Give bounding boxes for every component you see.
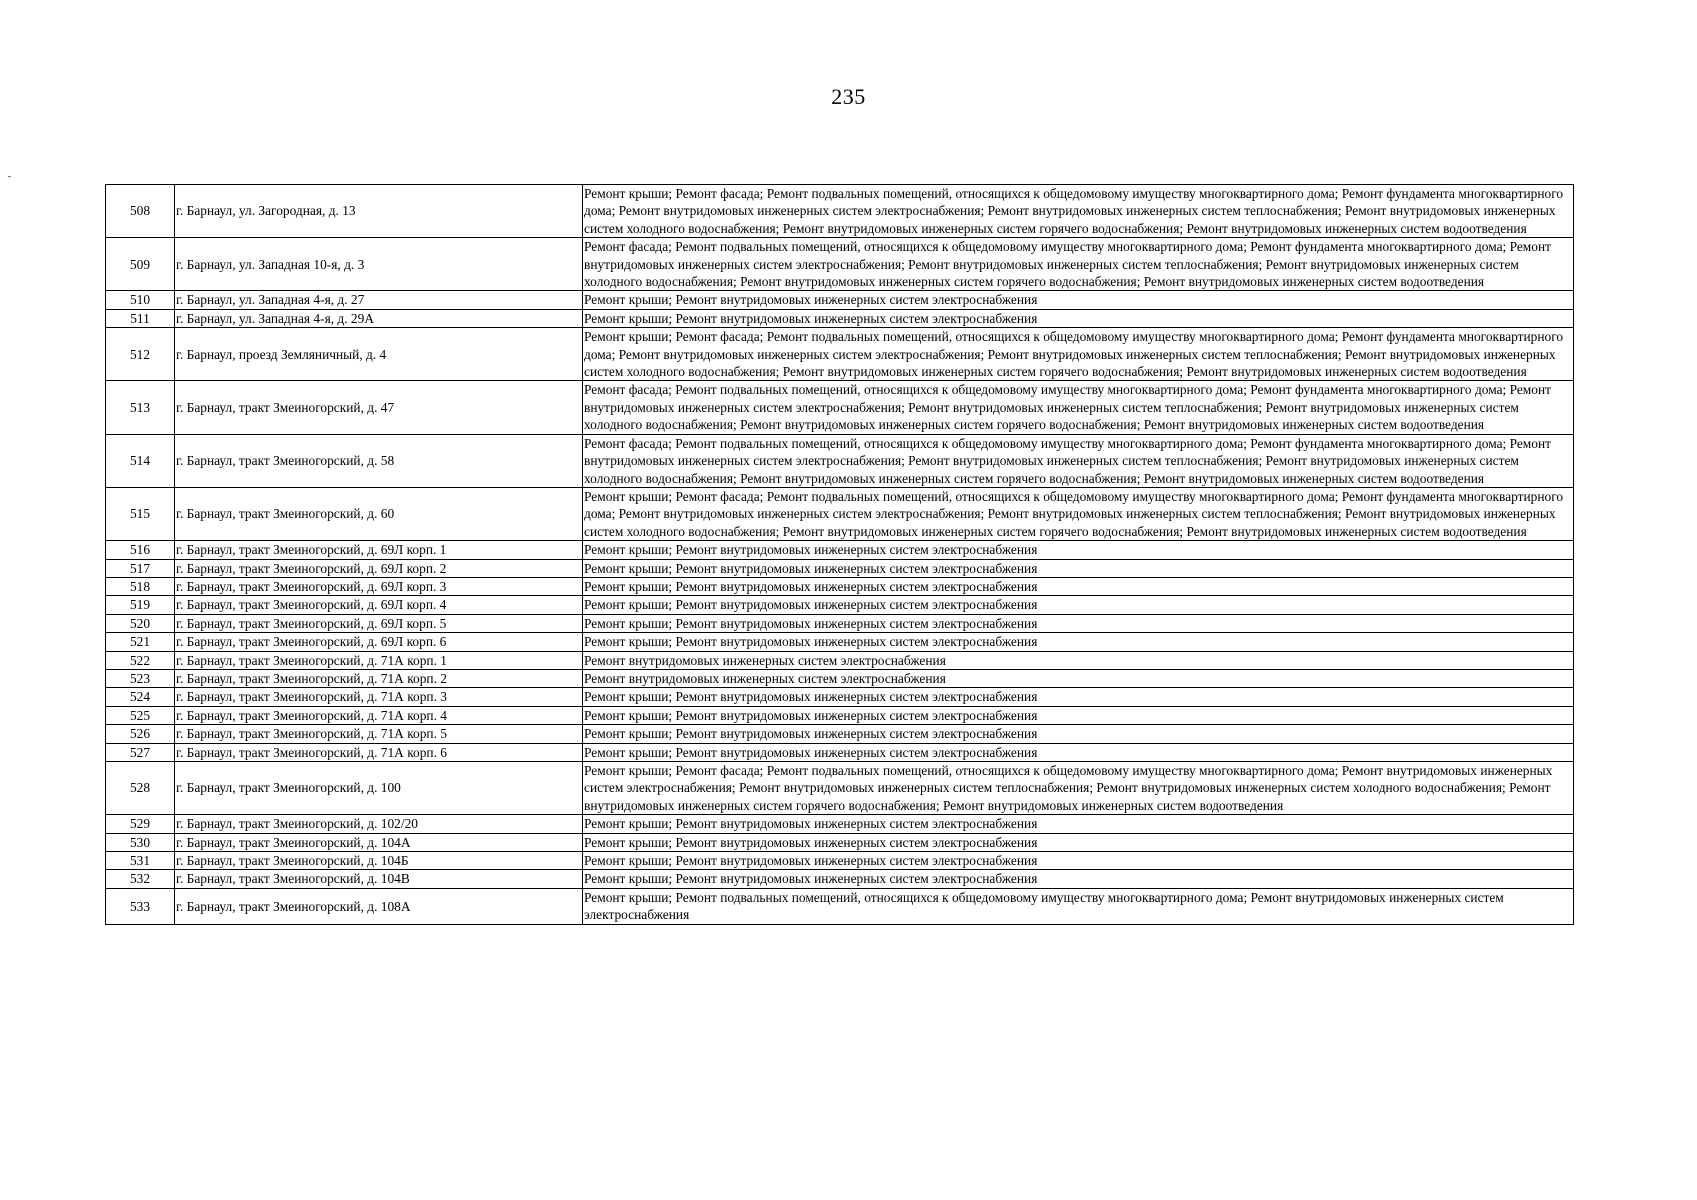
address-cell: г. Барнаул, ул. Загородная, д. 13	[175, 185, 583, 238]
works-cell: Ремонт крыши; Ремонт внутридомовых инженерных систем электроснабжения	[583, 706, 1574, 724]
table-row	[106, 541, 1574, 559]
works-cell: Ремонт крыши; Ремонт внутридомовых инженерных систем электроснабжения	[583, 596, 1574, 614]
works-cell: Ремонт крыши; Ремонт фасада; Ремонт подвальных помещений, относящихся к общедомовому имуществу многоквартирного дома; Ремонт фундамента многоквартирного дома; Ремонт внутридомовых инженерных систем электроснабжения; Ремонт внутридомовых инженерных систем теплоснабжения; Ремонт внутридомовых инженерных систем холодного водоснабжения; Ремонт внутридомовых инженерных систем горячего водоснабжения; Ремонт внутридомовых инженерных систем водоотведения	[583, 185, 1574, 238]
row-number-cell: 512	[106, 328, 175, 381]
works-cell: Ремонт крыши; Ремонт внутридомовых инженерных систем электроснабжения	[583, 852, 1574, 870]
row-number-cell: 521	[106, 633, 175, 651]
table-row	[106, 614, 1574, 632]
works-cell: Ремонт крыши; Ремонт внутридомовых инженерных систем электроснабжения	[583, 577, 1574, 595]
works-cell: Ремонт крыши; Ремонт внутридомовых инженерных систем электроснабжения	[583, 833, 1574, 851]
address-cell: г. Барнаул, тракт Змеиногорский, д. 58	[175, 434, 583, 487]
address-cell: г. Барнаул, тракт Змеиногорский, д. 71А корп. 3	[175, 688, 583, 706]
works-cell: Ремонт крыши; Ремонт подвальных помещений, относящихся к общедомовому имуществу многоквартирного дома; Ремонт внутридомовых инженерных систем электроснабжения	[583, 888, 1574, 924]
scan-mark	[8, 176, 11, 177]
row-number-cell: 531	[106, 852, 175, 870]
table-row	[106, 577, 1574, 595]
table-row	[106, 185, 1574, 238]
table-row	[106, 669, 1574, 687]
row-number-cell: 524	[106, 688, 175, 706]
works-cell: Ремонт внутридомовых инженерных систем электроснабжения	[583, 669, 1574, 687]
address-cell: г. Барнаул, тракт Змеиногорский, д. 104А	[175, 833, 583, 851]
address-cell: г. Барнаул, тракт Змеиногорский, д. 60	[175, 487, 583, 540]
row-number-cell: 516	[106, 541, 175, 559]
table-row	[106, 852, 1574, 870]
works-cell: Ремонт фасада; Ремонт подвальных помещений, относящихся к общедомовому имуществу многоквартирного дома; Ремонт фундамента многоквартирного дома; Ремонт внутридомовых инженерных систем электроснабжения; Ремонт внутридомовых инженерных систем теплоснабжения; Ремонт внутридомовых инженерных систем холодного водоснабжения; Ремонт внутридомовых инженерных систем горячего водоснабжения; Ремонт внутридомовых инженерных систем водоотведения	[583, 381, 1574, 434]
row-number-cell: 523	[106, 669, 175, 687]
works-cell: Ремонт крыши; Ремонт внутридомовых инженерных систем электроснабжения	[583, 870, 1574, 888]
works-cell: Ремонт крыши; Ремонт внутридомовых инженерных систем электроснабжения	[583, 614, 1574, 632]
works-cell: Ремонт крыши; Ремонт фасада; Ремонт подвальных помещений, относящихся к общедомовому имуществу многоквартирного дома; Ремонт фундамента многоквартирного дома; Ремонт внутридомовых инженерных систем электроснабжения; Ремонт внутридомовых инженерных систем теплоснабжения; Ремонт внутридомовых инженерных систем холодного водоснабжения; Ремонт внутридомовых инженерных систем горячего водоснабжения; Ремонт внутридомовых инженерных систем водоотведения	[583, 487, 1574, 540]
table-row	[106, 762, 1574, 815]
address-cell: г. Барнаул, тракт Змеиногорский, д. 71А корп. 2	[175, 669, 583, 687]
table-row	[106, 870, 1574, 888]
works-cell: Ремонт крыши; Ремонт фасада; Ремонт подвальных помещений, относящихся к общедомовому имуществу многоквартирного дома; Ремонт внутридомовых инженерных систем электроснабжения; Ремонт внутридомовых инженерных систем теплоснабжения; Ремонт внутридомовых инженерных систем холодного водоснабжения; Ремонт внутридомовых инженерных систем горячего водоснабжения; Ремонт внутридомовых инженерных систем водоотведения	[583, 762, 1574, 815]
row-number-cell: 527	[106, 743, 175, 761]
works-cell: Ремонт крыши; Ремонт внутридомовых инженерных систем электроснабжения	[583, 815, 1574, 833]
row-number-cell: 508	[106, 185, 175, 238]
table-row	[106, 487, 1574, 540]
address-cell: г. Барнаул, тракт Змеиногорский, д. 71А корп. 5	[175, 725, 583, 743]
address-cell: г. Барнаул, тракт Змеиногорский, д. 102/20	[175, 815, 583, 833]
address-cell: г. Барнаул, ул. Западная 4-я, д. 27	[175, 291, 583, 309]
table-row	[106, 743, 1574, 761]
row-number-cell: 518	[106, 577, 175, 595]
works-cell: Ремонт крыши; Ремонт внутридомовых инженерных систем электроснабжения	[583, 688, 1574, 706]
row-number-cell: 514	[106, 434, 175, 487]
row-number-cell: 513	[106, 381, 175, 434]
address-cell: г. Барнаул, ул. Западная 10-я, д. 3	[175, 238, 583, 291]
table-row	[106, 888, 1574, 924]
works-cell: Ремонт крыши; Ремонт внутридомовых инженерных систем электроснабжения	[583, 309, 1574, 327]
row-number-cell: 530	[106, 833, 175, 851]
row-number-cell: 528	[106, 762, 175, 815]
address-cell: г. Барнаул, ул. Западная 4-я, д. 29А	[175, 309, 583, 327]
row-number-cell: 526	[106, 725, 175, 743]
table-row	[106, 559, 1574, 577]
address-cell: г. Барнаул, тракт Змеиногорский, д. 100	[175, 762, 583, 815]
table-body	[106, 185, 1574, 925]
address-cell: г. Барнаул, тракт Змеиногорский, д. 71А корп. 6	[175, 743, 583, 761]
address-cell: г. Барнаул, тракт Змеиногорский, д. 71А корп. 4	[175, 706, 583, 724]
table-row	[106, 381, 1574, 434]
row-number-cell: 525	[106, 706, 175, 724]
address-cell: г. Барнаул, тракт Змеиногорский, д. 69Л корп. 2	[175, 559, 583, 577]
address-cell: г. Барнаул, тракт Змеиногорский, д. 69Л корп. 3	[175, 577, 583, 595]
works-cell: Ремонт внутридомовых инженерных систем электроснабжения	[583, 651, 1574, 669]
table-row	[106, 833, 1574, 851]
row-number-cell: 517	[106, 559, 175, 577]
address-cell: г. Барнаул, тракт Змеиногорский, д. 69Л корп. 5	[175, 614, 583, 632]
row-number-cell: 529	[106, 815, 175, 833]
table-row	[106, 596, 1574, 614]
row-number-cell: 509	[106, 238, 175, 291]
address-cell: г. Барнаул, тракт Змеиногорский, д. 71А корп. 1	[175, 651, 583, 669]
table-row	[106, 688, 1574, 706]
address-cell: г. Барнаул, тракт Змеиногорский, д. 108А	[175, 888, 583, 924]
table-row	[106, 815, 1574, 833]
table-row	[106, 291, 1574, 309]
works-cell: Ремонт крыши; Ремонт внутридомовых инженерных систем электроснабжения	[583, 743, 1574, 761]
row-number-cell: 532	[106, 870, 175, 888]
table-row	[106, 328, 1574, 381]
address-cell: г. Барнаул, тракт Змеиногорский, д. 47	[175, 381, 583, 434]
page-number: 235	[831, 84, 866, 109]
works-cell: Ремонт фасада; Ремонт подвальных помещений, относящихся к общедомовому имуществу многоквартирного дома; Ремонт фундамента многоквартирного дома; Ремонт внутридомовых инженерных систем электроснабжения; Ремонт внутридомовых инженерных систем теплоснабжения; Ремонт внутридомовых инженерных систем холодного водоснабжения; Ремонт внутридомовых инженерных систем горячего водоснабжения; Ремонт внутридомовых инженерных систем водоотведения	[583, 434, 1574, 487]
row-number-cell: 511	[106, 309, 175, 327]
works-cell: Ремонт фасада; Ремонт подвальных помещений, относящихся к общедомовому имуществу многоквартирного дома; Ремонт фундамента многоквартирного дома; Ремонт внутридомовых инженерных систем электроснабжения; Ремонт внутридомовых инженерных систем теплоснабжения; Ремонт внутридомовых инженерных систем холодного водоснабжения; Ремонт внутридомовых инженерных систем горячего водоснабжения; Ремонт внутридомовых инженерных систем водоотведения	[583, 238, 1574, 291]
row-number-cell: 533	[106, 888, 175, 924]
works-cell: Ремонт крыши; Ремонт фасада; Ремонт подвальных помещений, относящихся к общедомовому имуществу многоквартирного дома; Ремонт фундамента многоквартирного дома; Ремонт внутридомовых инженерных систем электроснабжения; Ремонт внутридомовых инженерных систем теплоснабжения; Ремонт внутридомовых инженерных систем холодного водоснабжения; Ремонт внутридомовых инженерных систем горячего водоснабжения; Ремонт внутридомовых инженерных систем водоотведения	[583, 328, 1574, 381]
works-cell: Ремонт крыши; Ремонт внутридомовых инженерных систем электроснабжения	[583, 559, 1574, 577]
address-cell: г. Барнаул, тракт Змеиногорский, д. 69Л корп. 6	[175, 633, 583, 651]
works-cell: Ремонт крыши; Ремонт внутридомовых инженерных систем электроснабжения	[583, 725, 1574, 743]
table-row	[106, 651, 1574, 669]
address-cell: г. Барнаул, тракт Змеиногорский, д. 69Л корп. 1	[175, 541, 583, 559]
table-row	[106, 725, 1574, 743]
table-row	[106, 238, 1574, 291]
works-cell: Ремонт крыши; Ремонт внутридомовых инженерных систем электроснабжения	[583, 633, 1574, 651]
table-row	[106, 309, 1574, 327]
address-cell: г. Барнаул, тракт Змеиногорский, д. 69Л корп. 4	[175, 596, 583, 614]
housing-repair-table	[105, 184, 1574, 925]
works-cell: Ремонт крыши; Ремонт внутридомовых инженерных систем электроснабжения	[583, 541, 1574, 559]
row-number-cell: 520	[106, 614, 175, 632]
address-cell: г. Барнаул, проезд Земляничный, д. 4	[175, 328, 583, 381]
row-number-cell: 510	[106, 291, 175, 309]
row-number-cell: 519	[106, 596, 175, 614]
row-number-cell: 522	[106, 651, 175, 669]
address-cell: г. Барнаул, тракт Змеиногорский, д. 104Б	[175, 852, 583, 870]
address-cell: г. Барнаул, тракт Змеиногорский, д. 104В	[175, 870, 583, 888]
table-row	[106, 633, 1574, 651]
works-cell: Ремонт крыши; Ремонт внутридомовых инженерных систем электроснабжения	[583, 291, 1574, 309]
table-row	[106, 706, 1574, 724]
row-number-cell: 515	[106, 487, 175, 540]
table-row	[106, 434, 1574, 487]
